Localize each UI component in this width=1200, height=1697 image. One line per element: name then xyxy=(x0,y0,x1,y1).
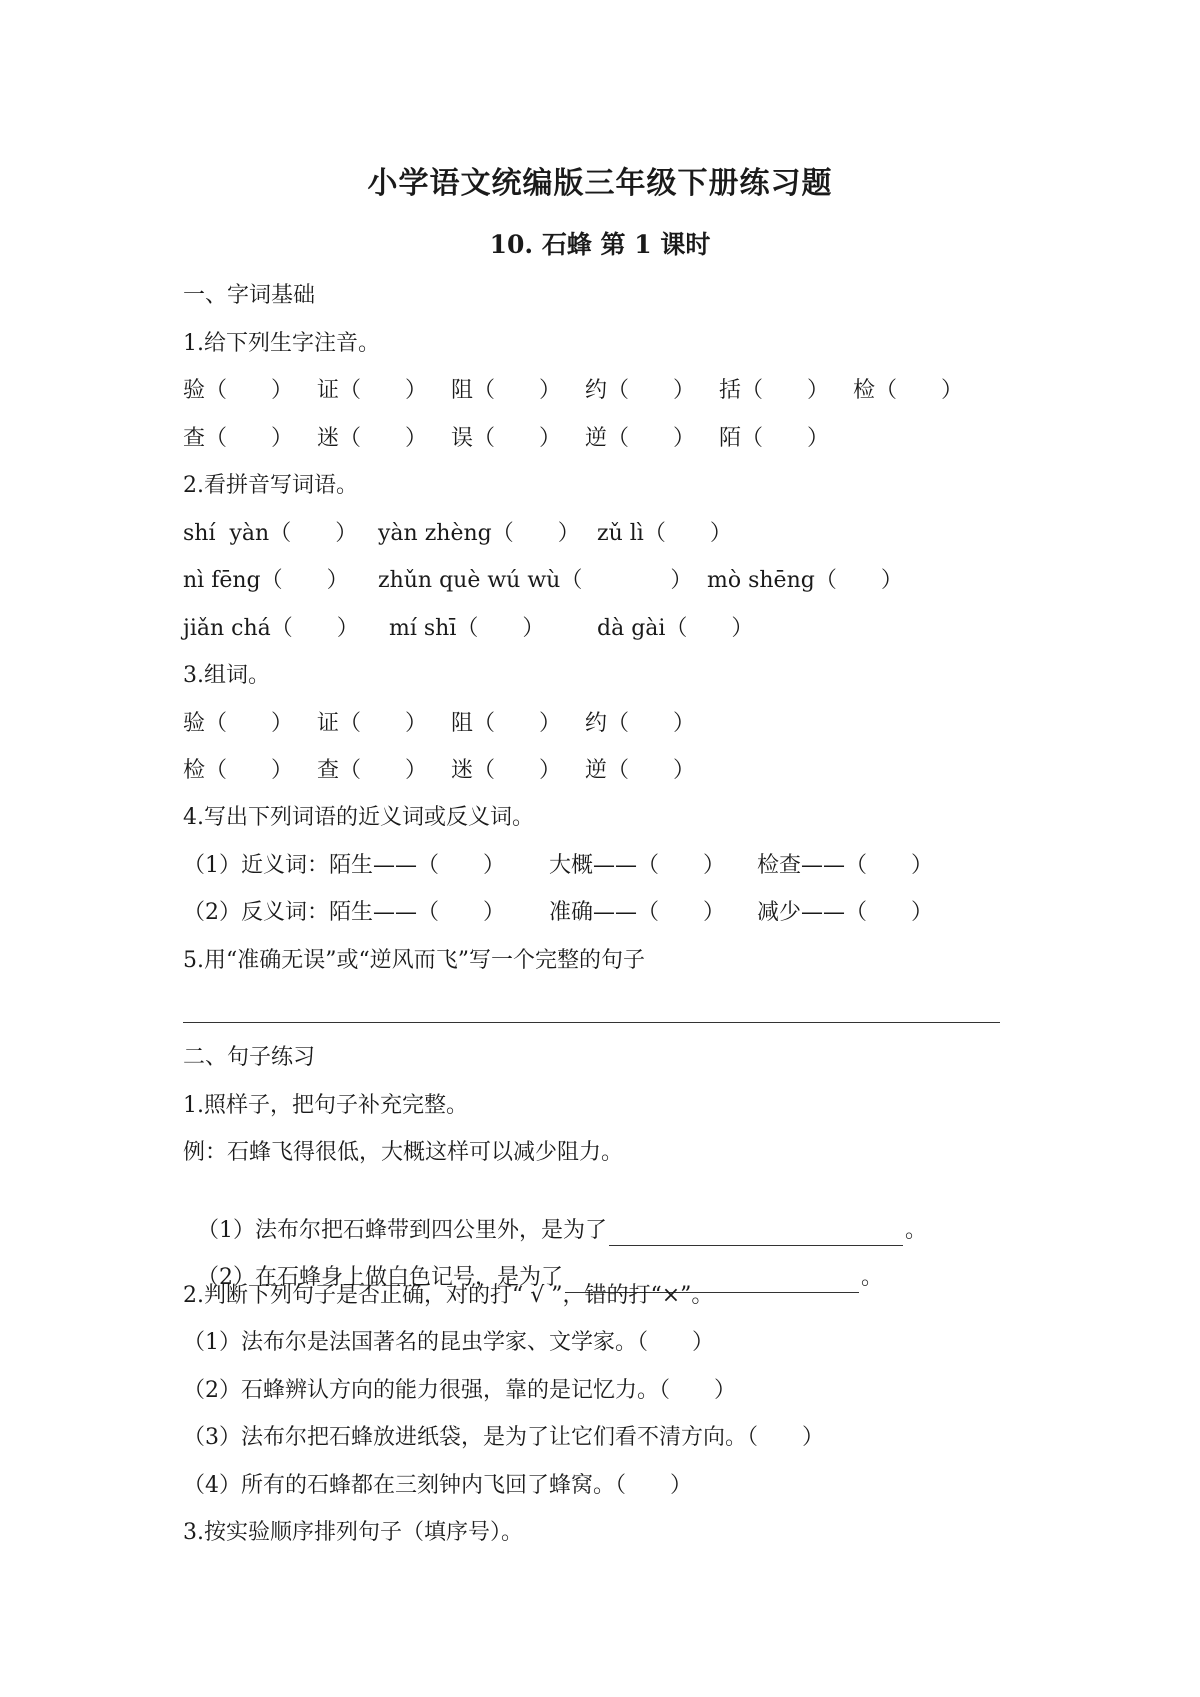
s2q1-item1-end: 。 xyxy=(905,1218,928,1243)
q1-item: 阻（ ） xyxy=(451,378,562,403)
q2-item: nì fēng（ ） xyxy=(183,568,349,593)
q1-item: 误（ ） xyxy=(451,426,562,451)
q3-item: 查（ ） xyxy=(317,758,428,783)
q1-item: 逆（ ） xyxy=(585,426,696,451)
q1-prompt: 1.给下列生字注音。 xyxy=(183,331,380,356)
s2q1-example: 例：石蜂飞得很低，大概这样可以减少阻力。 xyxy=(183,1140,624,1165)
q4-item: 检查——（ ） xyxy=(757,853,934,878)
q2-item: dà gài（ ） xyxy=(597,616,754,641)
s2q1-item2-end: 。 xyxy=(861,1265,884,1290)
s2q1-item2-text: （2）在石蜂身上做白色记号，是为了 xyxy=(197,1265,563,1290)
q2-item: zǔ lì（ ） xyxy=(597,521,732,546)
s2q2-item: （2）石蜂辨认方向的能力很强，靠的是记忆力。（ ） xyxy=(183,1378,736,1403)
q4-item: 准确——（ ） xyxy=(549,900,726,925)
s2q1-prompt: 1.照样子，把句子补充完整。 xyxy=(183,1093,468,1118)
q1-item: 陌（ ） xyxy=(719,426,830,451)
section1-heading: 一、字词基础 xyxy=(183,283,316,308)
q4-item: 大概——（ ） xyxy=(549,853,726,878)
q5-prompt: 5.用“准确无误”或“逆风而飞”写一个完整的句子 xyxy=(183,948,645,973)
q3-item: 检（ ） xyxy=(183,758,294,783)
q2-item: jiǎn chá（ ） xyxy=(183,616,359,641)
q4-item: 减少——（ ） xyxy=(757,900,934,925)
page-subtitle: 10. 石蜂 第 1 课时 xyxy=(489,230,711,259)
q1-item: 约（ ） xyxy=(585,378,696,403)
q3-item: 逆（ ） xyxy=(585,758,696,783)
page-title: 小学语文统编版三年级下册练习题 xyxy=(367,166,833,201)
q1-item: 括（ ） xyxy=(719,378,830,403)
q4-item: （2）反义词：陌生——（ ） xyxy=(183,900,505,925)
q2-item: zhǔn què wú wù（ ） xyxy=(378,568,693,593)
q2-item: mò shēng（ ） xyxy=(707,568,903,593)
q1-item: 验（ ） xyxy=(183,378,294,403)
q3-item: 约（ ） xyxy=(585,711,696,736)
s2q2-item: （1）法布尔是法国著名的昆虫学家、文学家。（ ） xyxy=(183,1330,714,1355)
section2-heading: 二、句子练习 xyxy=(183,1045,316,1070)
s2q3-prompt: 3.按实验顺序排列句子（填序号）。 xyxy=(183,1520,523,1545)
q4-item: （1）近义词：陌生——（ ） xyxy=(183,853,505,878)
q3-item: 验（ ） xyxy=(183,711,294,736)
q3-item: 迷（ ） xyxy=(451,758,562,783)
s2q2-prompt: 2.判断下列句子是否正确，对的打“ √ ”，错的打“×”。 xyxy=(183,1283,714,1308)
q1-item: 证（ ） xyxy=(317,378,428,403)
q2-item: mí shī（ ） xyxy=(389,616,545,641)
q3-item: 证（ ） xyxy=(317,711,428,736)
q1-item: 查（ ） xyxy=(183,426,294,451)
s2q2-item: （4）所有的石蜂都在三刻钟内飞回了蜂窝。（ ） xyxy=(183,1473,692,1498)
q2-prompt: 2.看拼音写词语。 xyxy=(183,473,358,498)
q3-item: 阻（ ） xyxy=(451,711,562,736)
q1-item: 检（ ） xyxy=(853,378,964,403)
q5-answer-line[interactable] xyxy=(183,1022,1000,1023)
q1-item: 迷（ ） xyxy=(317,426,428,451)
q3-prompt: 3.组词。 xyxy=(183,663,270,688)
s2q2-item: （3）法布尔把石蜂放进纸袋，是为了让它们看不清方向。（ ） xyxy=(183,1425,824,1450)
s2q1-item1-text: （1）法布尔把石蜂带到四公里外，是为了 xyxy=(197,1218,607,1243)
q2-item: shí yàn（ ） xyxy=(183,521,358,546)
q2-item: yàn zhèng（ ） xyxy=(378,521,580,546)
q4-prompt: 4.写出下列词语的近义词或反义词。 xyxy=(183,805,534,830)
